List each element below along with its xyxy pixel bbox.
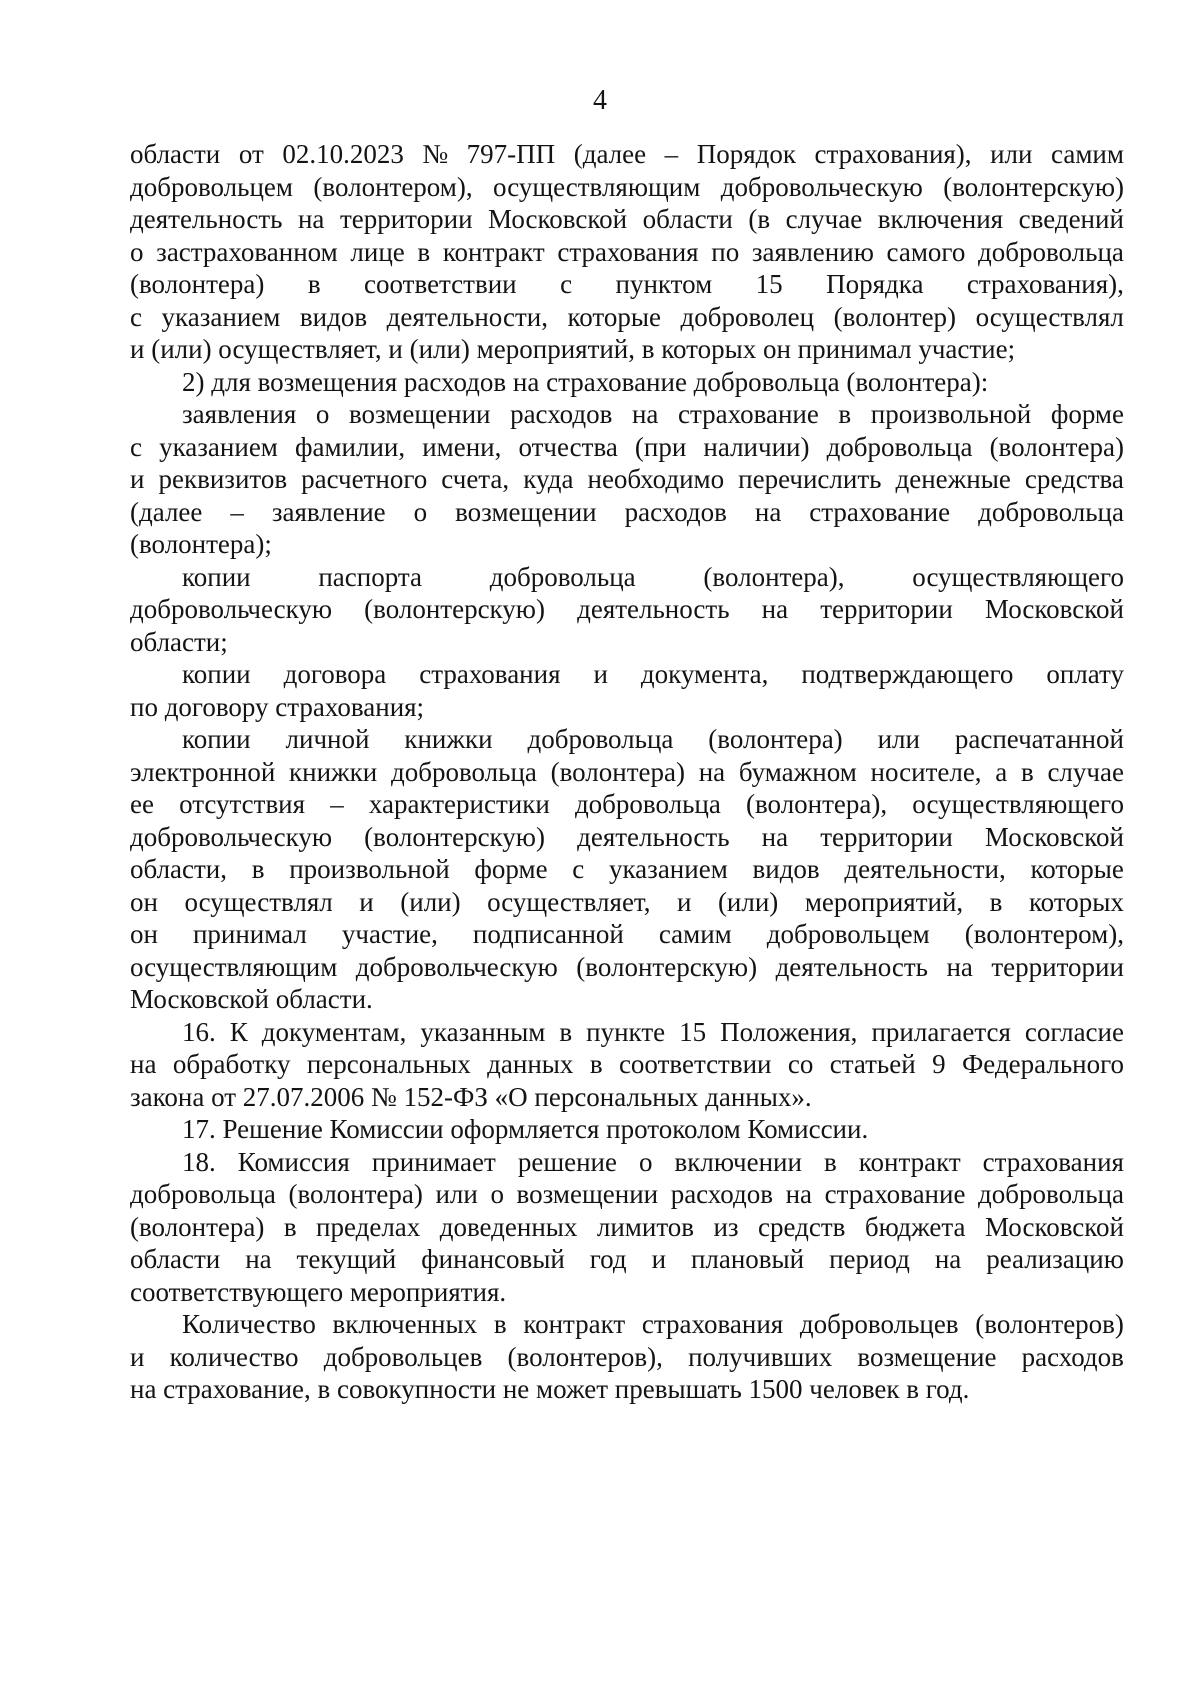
text-line: и (или) осуществляет, и (или) мероприятий, в которых он принимал участие; <box>130 334 1016 364</box>
document-body <box>130 138 1124 1406</box>
text-line: добровольца (волонтера) или о возмещении расходов на страхование добровольца <box>130 1179 1124 1209</box>
text-line: он принимал участие, подписанной самим добровольцем (волонтером), <box>130 919 1124 949</box>
text-line: области на текущий финансовый год и плановый период на реализацию <box>130 1244 1124 1274</box>
text-line: деятельность на территории Московской области (в случае включения сведений <box>130 204 1124 234</box>
text-line: 17. Решение Комиссии оформляется протоколом Комиссии. <box>182 1114 869 1144</box>
text-line: добровольческую (волонтерскую) деятельность на территории Московской <box>130 821 1124 852</box>
text-line: копии паспорта добровольца (волонтера), осуществляющего <box>182 561 1124 592</box>
text-line: добровольческую (волонтерскую) деятельность на территории Московской <box>130 594 1124 624</box>
text-line: и количество добровольцев (волонтеров), получивших возмещение расходов <box>130 1341 1124 1372</box>
text-line: на страхование, в совокупности не может превышать 1500 человек в год. <box>130 1374 970 1404</box>
text-line: (волонтера) в пределах доведенных лимитов из средств бюджета Московской <box>130 1211 1124 1242</box>
text-line: ее отсутствия – характеристики добровольца (волонтера), осуществляющего <box>130 789 1124 819</box>
text-line: и реквизитов расчетного счета, куда необходимо перечислить денежные средства <box>130 464 1124 494</box>
text-line: электронной книжки добровольца (волонтера) на бумажном носителе, а в случае <box>130 756 1124 787</box>
text-line: о застрахованном лице в контракт страхования по заявлению самого добровольца <box>130 236 1124 267</box>
text-line: он осуществлял и (или) осуществляет, и (или) мероприятий, в которых <box>130 886 1124 917</box>
text-line: области от 02.10.2023 № 797-ПП (далее – Порядок страхования), или самим <box>130 139 1124 169</box>
text-line: осуществляющим добровольческую (волонтерскую) деятельность на территории <box>130 951 1124 982</box>
text-line: копии личной книжки добровольца (волонтера) или распечатанной <box>182 724 1124 754</box>
text-line: с указанием видов деятельности, которые доброволец (волонтер) осуществлял <box>130 301 1124 332</box>
text-line: по договору страхования; <box>130 691 425 722</box>
text-line: с указанием фамилии, имени, отчества (при наличии) добровольца (волонтера) <box>130 431 1124 462</box>
text-line: заявления о возмещении расходов на страхование в произвольной форме <box>182 399 1124 429</box>
text-line: Количество включенных в контракт страхования добровольцев (волонтеров) <box>182 1309 1124 1339</box>
text-line: добровольцем (волонтером), осуществляющим добровольческую (волонтерскую) <box>130 171 1124 202</box>
text-line: Московской области. <box>130 984 373 1014</box>
text-line: области; <box>130 626 228 657</box>
text-line: соответствующего мероприятия. <box>130 1276 507 1307</box>
text-line: 18. Комиссия принимает решение о включении в контракт страхования <box>182 1146 1124 1177</box>
text-line: (волонтера); <box>130 529 272 559</box>
text-line: (далее – заявление о возмещении расходов на страхование добровольца <box>130 496 1124 527</box>
text-line: на обработку персональных данных в соответствии со статьей 9 Федерального <box>130 1049 1124 1079</box>
text-line: (волонтера) в соответствии с пунктом 15 Порядка страхования), <box>130 269 1124 299</box>
page-number: 4 <box>593 85 607 116</box>
text-line: 2) для возмещения расходов на страхование добровольца (волонтера): <box>182 366 989 397</box>
text-line: закона от 27.07.2006 № 152-ФЗ «О персональных данных». <box>130 1081 812 1112</box>
text-line: области, в произвольной форме с указанием видов деятельности, которые <box>130 854 1124 884</box>
text-line: копии договора страхования и документа, подтверждающего оплату <box>182 659 1124 689</box>
text-line: 16. К документам, указанным в пункте 15 Положения, прилагается согласие <box>182 1016 1124 1047</box>
